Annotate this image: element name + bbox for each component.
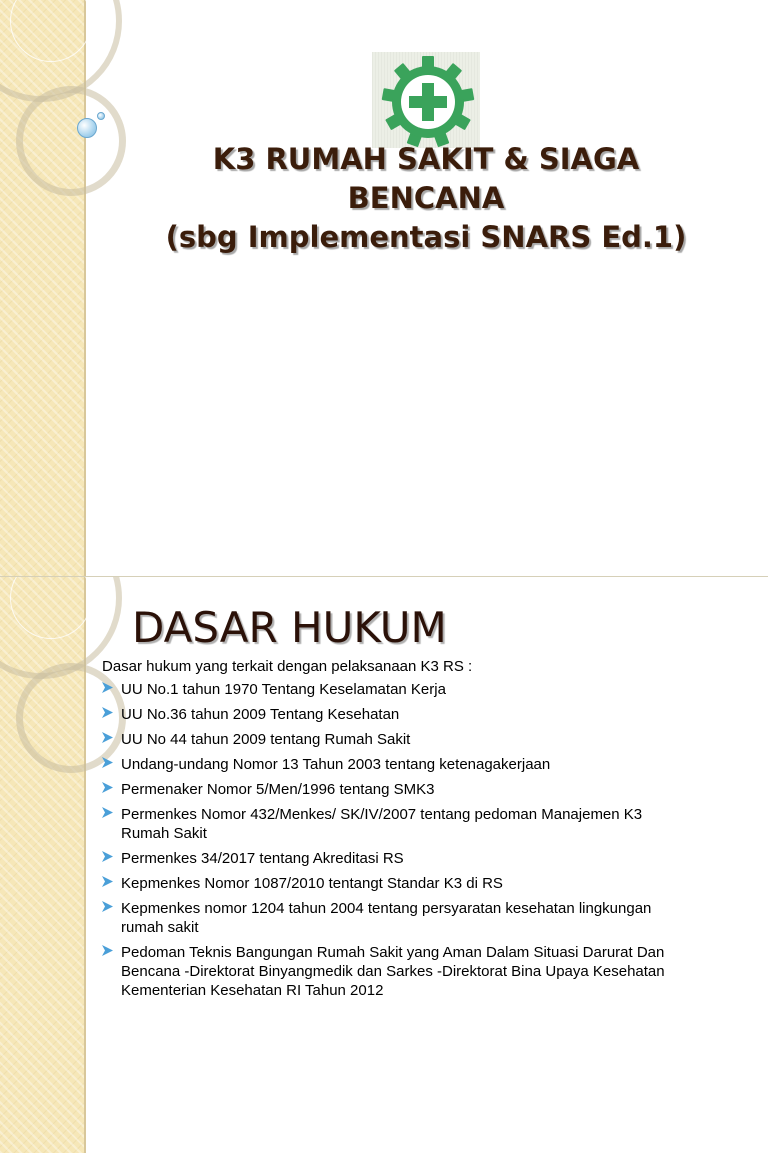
arrow-bullet-icon bbox=[102, 707, 113, 718]
arrow-bullet-icon bbox=[102, 757, 113, 768]
list-item-line: Kementerian Kesehatan RI Tahun 2012 bbox=[121, 982, 384, 999]
list-item bbox=[102, 849, 732, 868]
list-item-line: UU No.1 tahun 1970 Tentang Keselamatan Kerja bbox=[121, 681, 446, 698]
arrow-bullet-icon bbox=[102, 682, 113, 693]
list-item-line: rumah sakit bbox=[121, 919, 199, 936]
list-item-line: Bencana -Direktorat Binyangmedik dan Sarkes -Direktorat Bina Upaya Kesehatan bbox=[121, 963, 665, 980]
arrow-bullet-icon bbox=[102, 851, 113, 862]
list-item-line: Permenkes 34/2017 tentang Akreditasi RS bbox=[121, 850, 404, 867]
arrow-bullet-icon bbox=[102, 807, 113, 818]
gear-cross-icon bbox=[372, 52, 480, 148]
title-line: K3 RUMAH SAKIT & SIAGA bbox=[212, 142, 640, 176]
decorative-sidebar bbox=[0, 577, 86, 1153]
list-item bbox=[102, 943, 732, 1000]
list-item-line: Kepmenkes nomor 1204 tahun 2004 tentang persyaratan kesehatan lingkungan bbox=[121, 900, 652, 917]
list-item bbox=[102, 705, 732, 724]
section-heading: DASAR HUKUM bbox=[132, 603, 447, 652]
arrow-bullet-icon bbox=[102, 901, 113, 912]
list-item bbox=[102, 874, 732, 893]
list-item bbox=[102, 730, 732, 749]
list-item-line: Undang-undang Nomor 13 Tahun 2003 tentang ketenagakerjaan bbox=[121, 756, 551, 773]
list-item-line: Rumah Sakit bbox=[121, 825, 207, 842]
list-item bbox=[102, 755, 732, 774]
intro-text: Dasar hukum yang terkait dengan pelaksanaan K3 RS : bbox=[102, 658, 473, 675]
list-item-line: UU No 44 tahun 2009 tentang Rumah Sakit bbox=[121, 731, 411, 748]
arrow-bullet-icon bbox=[102, 732, 113, 743]
title-line: (sbg Implementasi SNARS Ed.1) bbox=[165, 220, 687, 254]
slide-title bbox=[84, 140, 768, 257]
list-item bbox=[102, 899, 732, 937]
bubble-icon bbox=[97, 112, 105, 120]
title-slide bbox=[0, 0, 768, 576]
list-item-line: Pedoman Teknis Bangungan Rumah Sakit yang Aman Dalam Situasi Darurat Dan bbox=[121, 944, 665, 961]
list-item bbox=[102, 680, 732, 699]
decorative-sidebar bbox=[0, 0, 86, 576]
list-item-line: Kepmenkes Nomor 1087/2010 tentangt Standar K3 di RS bbox=[121, 875, 503, 892]
arrow-bullet-icon bbox=[102, 782, 113, 793]
list-item bbox=[102, 780, 732, 799]
list-item bbox=[102, 805, 732, 843]
list-item-line: UU No.36 tahun 2009 Tentang Kesehatan bbox=[121, 706, 400, 723]
list-item-line: Permenaker Nomor 5/Men/1996 tentang SMK3 bbox=[121, 781, 435, 798]
title-line: BENCANA bbox=[347, 181, 505, 215]
arrow-bullet-icon bbox=[102, 945, 113, 956]
legal-basis-list bbox=[102, 680, 732, 1006]
arrow-bullet-icon bbox=[102, 876, 113, 887]
bubble-icon bbox=[77, 118, 97, 138]
k3-gear-cross-logo bbox=[372, 52, 480, 148]
list-item-line: Permenkes Nomor 432/Menkes/ SK/IV/2007 tentang pedoman Manajemen K3 bbox=[121, 806, 643, 823]
